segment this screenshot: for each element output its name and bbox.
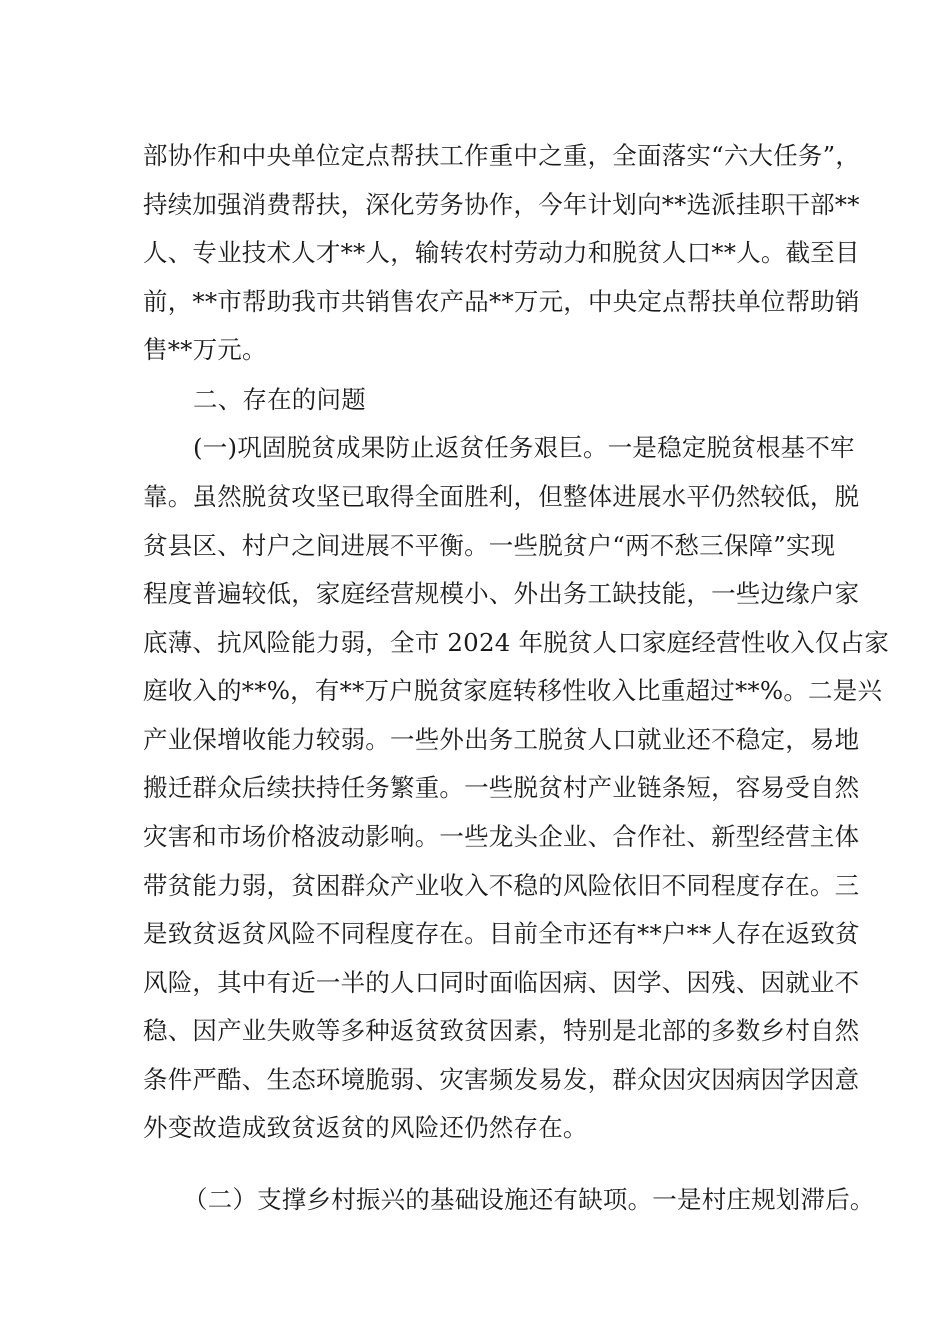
section-heading: 二、存在的问题 — [193, 385, 366, 414]
text-line: 程度普遍较低，家庭经营规模小、外出务工缺技能，一些边缘户家 — [143, 579, 860, 608]
text-line: 贫县区、村户之间进展不平衡。一些脱贫户“两不愁三保障”实现 — [143, 531, 836, 560]
text-line: 靠。虽然脱贫攻坚已取得全面胜利，但整体进展水平仍然较低，脱 — [143, 482, 860, 511]
text-line: 售**万元。 — [143, 335, 267, 364]
text-line: 人、专业技术人才**人，输转农村劳动力和脱贫人口**人。截至目 — [143, 238, 860, 267]
text-line: 产业保增收能力较弱。一些外出务工脱贫人口就业还不稳定，易地 — [143, 725, 860, 754]
text-line: 底薄、抗风险能力弱，全市 2024 年脱贫人口家庭经营性收入仅占家 — [143, 628, 890, 657]
text-line: 持续加强消费帮扶，深化劳务协作，今年计划向**选派挂职干部** — [143, 190, 860, 219]
text-line: 稳、因产业失败等多种返贫致贫因素，特别是北部的多数乡村自然 — [143, 1016, 860, 1045]
text-line: (一)巩固脱贫成果防止返贫任务艰巨。一是稳定脱贫根基不牢 — [193, 433, 855, 462]
text-line: 庭收入的**%，有**万户脱贫家庭转移性收入比重超过**%。二是兴 — [143, 676, 883, 705]
text-line: 搬迁群众后续扶持任务繁重。一些脱贫村产业链条短，容易受自然 — [143, 773, 860, 802]
text-line: 灾害和市场价格波动影响。一些龙头企业、合作社、新型经营主体 — [143, 822, 860, 851]
text-line: 风险，其中有近一半的人口同时面临因病、因学、因残、因就业不 — [143, 968, 860, 997]
text-line: （二）支撑乡村振兴的基础设施还有缺项。一是村庄规划滞后。 — [183, 1185, 875, 1214]
text-line: 带贫能力弱，贫困群众产业收入不稳的风险依旧不同程度存在。三 — [143, 871, 860, 900]
text-line: 前，**市帮助我市共销售农产品**万元，中央定点帮扶单位帮助销 — [143, 287, 860, 316]
text-line: 外变故造成致贫返贫的风险还仍然存在。 — [143, 1113, 588, 1142]
text-line: 部协作和中央单位定点帮扶工作重中之重，全面落实“六大任务”， — [143, 141, 861, 170]
text-line: 是致贫返贫风险不同程度存在。目前全市还有**户**人存在返致贫 — [143, 919, 860, 948]
text-line: 条件严酷、生态环境脆弱、灾害频发易发，群众因灾因病因学因意 — [143, 1065, 860, 1094]
